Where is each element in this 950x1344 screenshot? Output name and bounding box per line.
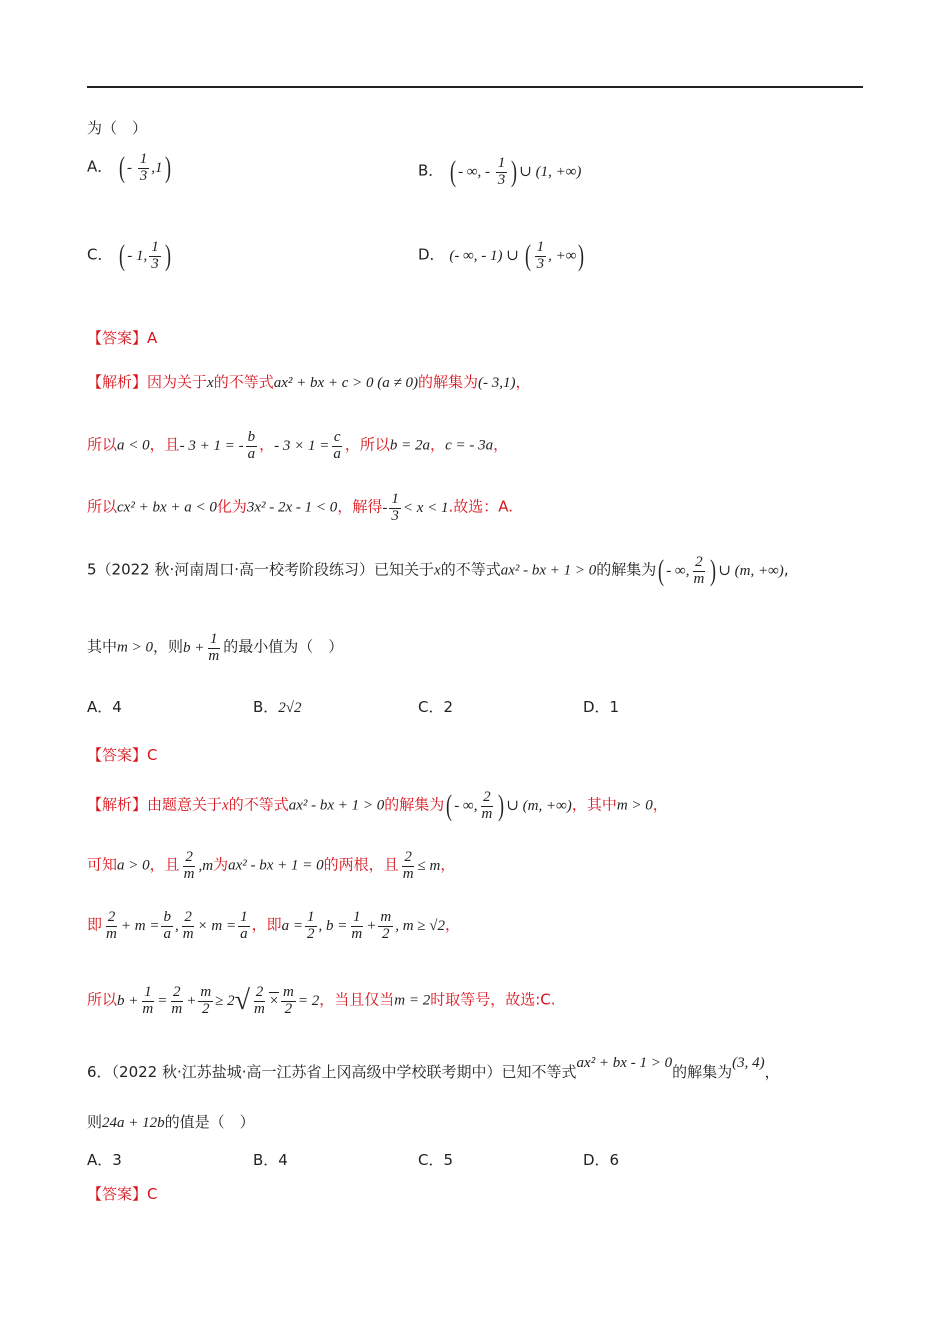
analysis-text: 所以: [87, 435, 118, 454]
frac-den: 2: [382, 925, 390, 942]
frac-den: m: [351, 925, 363, 942]
frac-num: m: [200, 984, 212, 1000]
frac-den: 3: [151, 255, 159, 272]
q5-stem-line1: 5（2022 秋·河南周口·高一校考阶段练习）已知关于x的不等式ax² - bx + 1 > 0的解集为( - ∞, $\frac{2}{m}$ ) ∪ (m, +∞),: [87, 554, 789, 588]
math-inequality: ax² + bx + c > 0 (a ≠ 0): [273, 375, 419, 391]
q4-option-a: A． ( - $\frac{1}{3}$ ,1): [87, 151, 171, 185]
q4-answer: [87, 328, 157, 348]
math-text: ∪ (1, +∞): [519, 163, 582, 180]
q5-analysis-line3: [87, 910, 460, 943]
frac-num: 1: [210, 631, 218, 647]
math-text: - ∞,: [454, 797, 478, 814]
frac-den: m: [693, 570, 705, 587]
math-expr: 2√2: [278, 700, 302, 716]
q5-option-b-label: B．: [253, 698, 279, 716]
frac-num: 2: [483, 789, 491, 805]
frac-den: m: [106, 925, 117, 942]
math-text: ≥ 2: [215, 992, 235, 1009]
math-expr: cx² + bx + a < 0: [117, 499, 217, 516]
math-expr: ax² - bx + 1 > 0: [288, 797, 385, 814]
analysis-text: ，当且仅当: [319, 990, 395, 1009]
math-expr: m = 2: [394, 992, 431, 1009]
math-text: ,1: [151, 159, 163, 176]
math-text: , b =: [318, 917, 348, 934]
q5-option-c: C．2: [418, 698, 454, 716]
q5-analysis-line4: 所以b + $\frac{1}{m}$ = $\frac{2}{m}$ + $\frac{m}{2}$ ≥ 2√ $\frac{2}{m}$ × $\frac{m}{2}$ = 2，当且仅当m = 2时取等号，故选:C.: [87, 984, 556, 1017]
math-expr: (3, 4): [732, 1055, 765, 1071]
q4-stem-text: 为（ ）: [87, 119, 148, 137]
math-expr: a > 0: [117, 857, 150, 874]
math-text: ,: [174, 917, 179, 934]
q5-analysis-line1: 【解析】由题意关于x的不等式ax² - bx + 1 > 0的解集为( - ∞, $\frac{2}{m}$ ) ∪ (m, +∞)，其中m > 0，: [87, 789, 668, 823]
q6-stem-text: 则: [87, 1113, 103, 1131]
q5-stem-text: 其中: [87, 637, 118, 656]
analysis-text: 的解集为: [418, 373, 479, 391]
analysis-text: .故选：A.: [448, 497, 514, 516]
frac-num: 2: [404, 849, 412, 865]
math-text: + m =: [120, 917, 160, 934]
frac-den: a: [333, 445, 341, 462]
math-text: -: [127, 159, 136, 176]
q4-option-c: C． ( - 1, $\frac{1}{3}$ ): [87, 239, 171, 273]
q5-answer: [87, 745, 158, 765]
math-text: =: [157, 992, 168, 1009]
frac-den: a: [163, 925, 171, 942]
math-text: ∪ (m, +∞): [506, 797, 572, 814]
frac-num: 1: [536, 239, 545, 255]
analysis-text: 因为关于: [147, 373, 208, 391]
answer-label: 【答案】: [87, 1185, 148, 1203]
q6-option-a: A．3: [87, 1151, 122, 1169]
math-expr: c = - 3a: [445, 437, 494, 454]
analysis-text: ，: [259, 435, 275, 454]
frac-num: 2: [185, 849, 193, 865]
q4-option-d-label: D．: [418, 245, 445, 264]
q6-option-d: D．6: [583, 1151, 620, 1169]
frac-num: 1: [240, 909, 248, 925]
math-expr: a < 0: [117, 437, 150, 454]
analysis-text: ，且: [149, 855, 180, 874]
analysis-text: 为: [213, 855, 229, 874]
analysis-label: 【解析】: [87, 373, 148, 391]
q6-option-c: C．5: [418, 1151, 454, 1169]
answer-value: C: [147, 746, 158, 764]
math-expr: < x < 1: [402, 499, 449, 516]
analysis-text: 可知: [87, 855, 118, 874]
frac-num: 1: [307, 909, 315, 925]
frac-den: a: [247, 445, 256, 462]
q5-stem-text: ，则: [152, 637, 183, 656]
frac-den: m: [182, 925, 194, 942]
analysis-text: 即: [87, 915, 103, 934]
frac-num: b: [247, 429, 256, 445]
q6-stem-line1: [87, 1055, 780, 1083]
math-text: , +∞: [548, 247, 577, 264]
frac-den: m: [142, 1000, 154, 1017]
math-x: x: [207, 375, 214, 391]
q5-stem-line2: [87, 632, 343, 665]
math-text: , m ≥ √2: [395, 917, 445, 934]
q4-option-b: B． ( - ∞, - $\frac{1}{3}$ ) ∪ (1, +∞): [418, 155, 582, 189]
math-text: ∪ (m, +∞): [718, 562, 784, 579]
q4-option-b-label: B．: [418, 161, 444, 180]
math-expr: ax² - bx + 1 > 0: [500, 562, 597, 579]
q6-stem-text: 6．（2022 秋·江苏盐城·高一江苏省上冈高级中学校联考期中）已知不等式: [87, 1063, 577, 1081]
frac-num: 1: [353, 909, 361, 925]
frac-den: m: [481, 805, 493, 822]
frac-den: m: [208, 647, 220, 664]
analysis-text: ，: [430, 435, 446, 454]
q5-option-b: [253, 684, 302, 717]
frac-num: b: [163, 909, 171, 925]
q5-stem-text: 的最小值为（ ）: [223, 637, 344, 656]
q5-stem-text: 5（2022 秋·河南周口·高一校考阶段练习）已知关于: [87, 560, 435, 579]
q6-answer: [87, 1184, 158, 1204]
q6-stem-text: 的值是（ ）: [164, 1113, 255, 1131]
q5-stem-text: 的不等式: [440, 560, 501, 579]
frac-num: 2: [255, 984, 264, 1000]
analysis-text: ，即: [251, 915, 282, 934]
math-text: ,m: [198, 857, 214, 874]
math-text: - 1,: [127, 247, 148, 264]
analysis-label: 【解析】: [87, 795, 148, 814]
math-text: ≤ m: [417, 857, 441, 874]
frac-den: 2: [202, 1000, 210, 1017]
analysis-text: ，解得: [337, 497, 383, 516]
answer-label: 【答案】: [87, 329, 148, 347]
analysis-text: ，其中: [571, 795, 617, 814]
math-text: a =: [281, 917, 303, 934]
q5-analysis-line2: [87, 850, 455, 883]
math-expr: m > 0: [616, 797, 653, 814]
math-expr: 24a + 12b: [102, 1115, 165, 1131]
analysis-text: 由题意关于: [147, 795, 223, 814]
frac-den: m: [254, 1000, 265, 1017]
math-text: (- ∞, - 1) ∪: [449, 247, 523, 264]
frac-num: m: [283, 984, 294, 1000]
q5-option-a: A．4: [87, 698, 122, 716]
math-text: +: [366, 917, 377, 934]
math-expr: m > 0: [117, 639, 153, 656]
q6-option-b: B．4: [253, 1151, 288, 1169]
frac-num: 2: [184, 909, 192, 925]
q4-option-a-label: A．: [87, 157, 113, 176]
math-text: = 2: [297, 992, 320, 1009]
analysis-text: ，: [515, 373, 531, 391]
frac-den: m: [183, 865, 195, 882]
analysis-text: ，: [652, 795, 668, 814]
frac-den: 3: [139, 167, 148, 184]
header-rule: [87, 86, 863, 88]
math-expr: b +: [183, 639, 205, 656]
math-text: ×: [268, 992, 279, 1009]
q4-stem-end: [87, 118, 147, 138]
analysis-text: ，所以: [344, 435, 390, 454]
analysis-text: ，且: [149, 435, 180, 454]
analysis-text: ，: [445, 915, 461, 934]
answer-value: C: [147, 1185, 158, 1203]
frac-num: 1: [144, 984, 152, 1000]
q6-stem-line2: [87, 1112, 255, 1133]
frac-den: 3: [391, 507, 399, 524]
frac-num: 1: [391, 491, 399, 507]
q4-analysis-line2: [87, 430, 508, 463]
q5-stem-text: 的解集为: [596, 560, 657, 579]
frac-num: 1: [497, 155, 506, 171]
math-text: b +: [117, 992, 139, 1009]
analysis-text: 所以: [87, 497, 118, 516]
math-text: - ∞,: [666, 562, 690, 579]
frac-num: 2: [695, 554, 703, 570]
math-expr: ax² + bx - 1 > 0: [576, 1055, 673, 1071]
frac-den: 2: [284, 1000, 293, 1017]
math-expr: - 3 × 1 =: [274, 437, 330, 454]
analysis-text: 时取等号，故选:C.: [430, 990, 556, 1009]
frac-num: 1: [151, 239, 159, 255]
frac-num: c: [333, 429, 341, 445]
math-solution-set: (- 3,1): [478, 375, 516, 391]
q4-option-d: D． (- ∞, - 1) ∪ ( $\frac{1}{3}$ , +∞): [418, 239, 585, 273]
frac-den: m: [402, 865, 414, 882]
answer-value: A: [147, 329, 158, 347]
q6-stem-text: ，: [764, 1063, 780, 1081]
math-text: - ∞, -: [458, 163, 494, 180]
frac-den: a: [240, 925, 248, 942]
analysis-text: ，: [440, 855, 456, 874]
q4-option-c-label: C．: [87, 245, 113, 264]
frac-num: 1: [139, 151, 148, 167]
answer-label: 【答案】: [87, 746, 148, 764]
frac-den: m: [171, 1000, 183, 1017]
analysis-text: 所以: [87, 990, 118, 1009]
frac-num: 2: [173, 984, 181, 1000]
frac-den: 3: [536, 255, 545, 272]
math-expr: ax² - bx + 1 = 0: [228, 857, 324, 874]
analysis-text: 的不等式: [228, 795, 289, 814]
frac-num: 2: [107, 909, 116, 925]
q5-option-d: D．1: [583, 698, 620, 716]
frac-num: m: [380, 909, 392, 925]
math-expr: b = 2a: [389, 437, 431, 454]
frac-den: 2: [307, 925, 315, 942]
analysis-text: 化为: [216, 497, 247, 516]
q4-analysis-line3: [87, 492, 513, 525]
math-x: x: [222, 797, 229, 814]
q6-stem-text: 的解集为: [672, 1063, 733, 1081]
analysis-text: 的解集为: [384, 795, 445, 814]
analysis-text: 的不等式: [213, 373, 274, 391]
math-expr: -: [382, 499, 388, 516]
math-text: +: [186, 992, 197, 1009]
math-expr: - 3 + 1 = -: [179, 437, 244, 454]
math-text: × m =: [197, 917, 237, 934]
q4-analysis-line1: [87, 372, 531, 393]
math-expr: 3x² - 2x - 1 < 0: [246, 499, 338, 516]
analysis-text: ，: [493, 435, 509, 454]
frac-den: 3: [497, 171, 506, 188]
math-x: x: [434, 562, 441, 579]
analysis-text: 的两根，且: [323, 855, 399, 874]
q5-stem-text: ,: [783, 560, 789, 579]
